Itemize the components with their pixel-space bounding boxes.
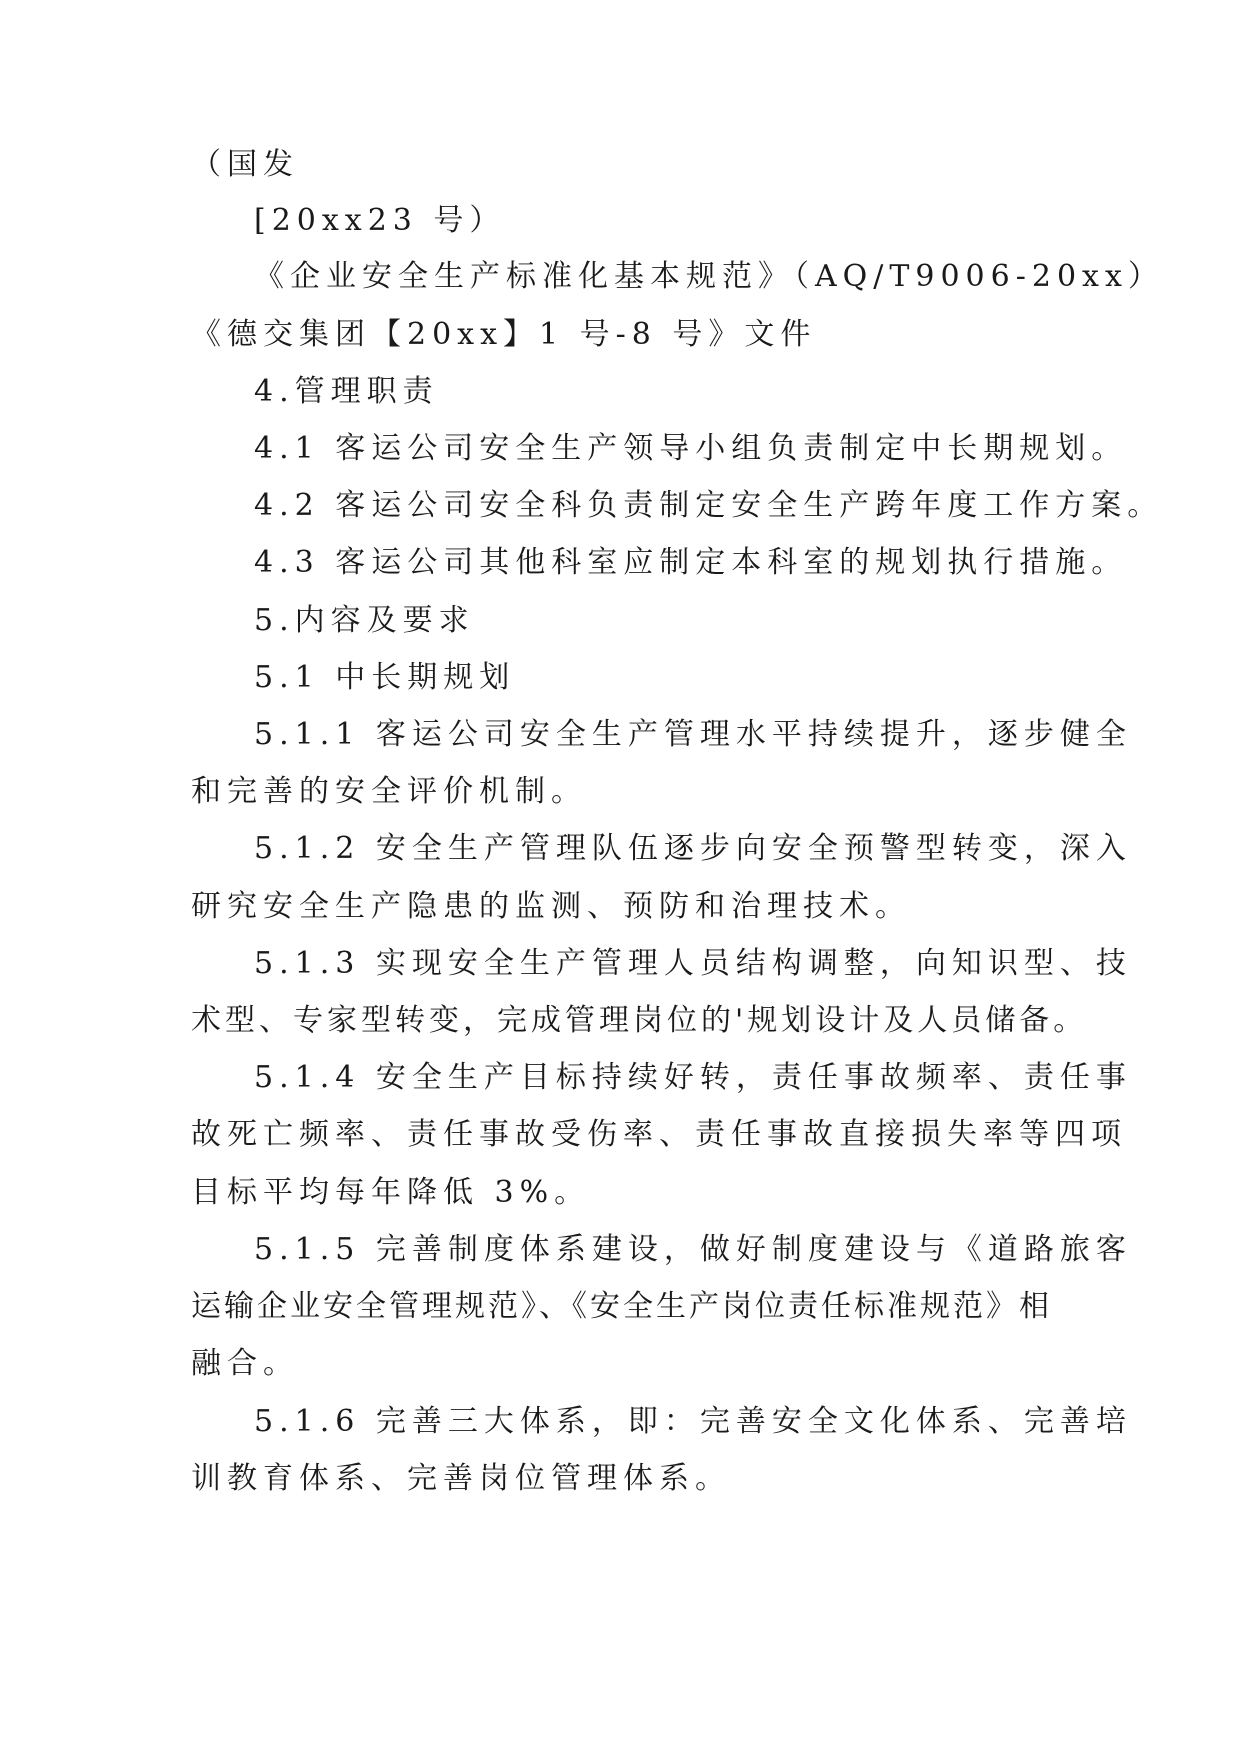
text-line: 研究安全生产隐患的监测、预防和治理技术。 xyxy=(191,889,911,924)
text-line: 运输企业安全管理规范》、《安全生产岗位责任标准规范》相 xyxy=(191,1289,1052,1324)
text-line: 5.1.3 实现安全生产管理人员结构调整，向知识型、技 xyxy=(254,946,1132,981)
text-line: 《德交集团【20xx】1 号-8 号》文件 xyxy=(191,317,817,352)
text-line: 5.1.5 完善制度体系建设，做好制度建设与《道路旅客 xyxy=(254,1232,1132,1267)
text-line: 故死亡频率、责任事故受伤率、责任事故直接损失率等四项 xyxy=(191,1117,1127,1152)
text-line: 4.1 客运公司安全生产领导小组负责制定中长期规划。 xyxy=(254,431,1128,466)
text-line: 和完善的安全评价机制。 xyxy=(191,774,587,809)
text-line: 5.1.1 客运公司安全生产管理水平持续提升，逐步健全 xyxy=(254,717,1132,752)
section-heading: 5.内容及要求 xyxy=(254,603,475,638)
text-line: 训教育体系、完善岗位管理体系。 xyxy=(191,1461,731,1496)
text-line: 5.1.6 完善三大体系，即：完善安全文化体系、完善培 xyxy=(254,1404,1132,1439)
text-line: 目标平均每年降低 3%。 xyxy=(191,1175,591,1210)
text-line: 融合。 xyxy=(191,1346,299,1381)
text-line: （国发 xyxy=(191,147,299,182)
text-line: 5.1.2 安全生产管理队伍逐步向安全预警型转变，深入 xyxy=(254,831,1132,866)
text-line: 5.1.4 安全生产目标持续好转，责任事故频率、责任事 xyxy=(254,1060,1132,1095)
text-line: 《企业安全生产标准化基本规范》（AQ/T9006-20xx） xyxy=(254,259,1164,294)
text-line: 4.2 客运公司安全科负责制定安全生产跨年度工作方案。 xyxy=(254,488,1164,523)
text-line: [20xx23 号） xyxy=(254,203,506,238)
section-heading: 4.管理职责 xyxy=(254,374,439,409)
subsection-heading: 5.1 中长期规划 xyxy=(254,660,516,695)
text-line: 术型、专家型转变，完成管理岗位的'规划设计及人员储备。 xyxy=(191,1003,1088,1038)
text-line: 4.3 客运公司其他科室应制定本科室的规划执行措施。 xyxy=(254,545,1128,580)
